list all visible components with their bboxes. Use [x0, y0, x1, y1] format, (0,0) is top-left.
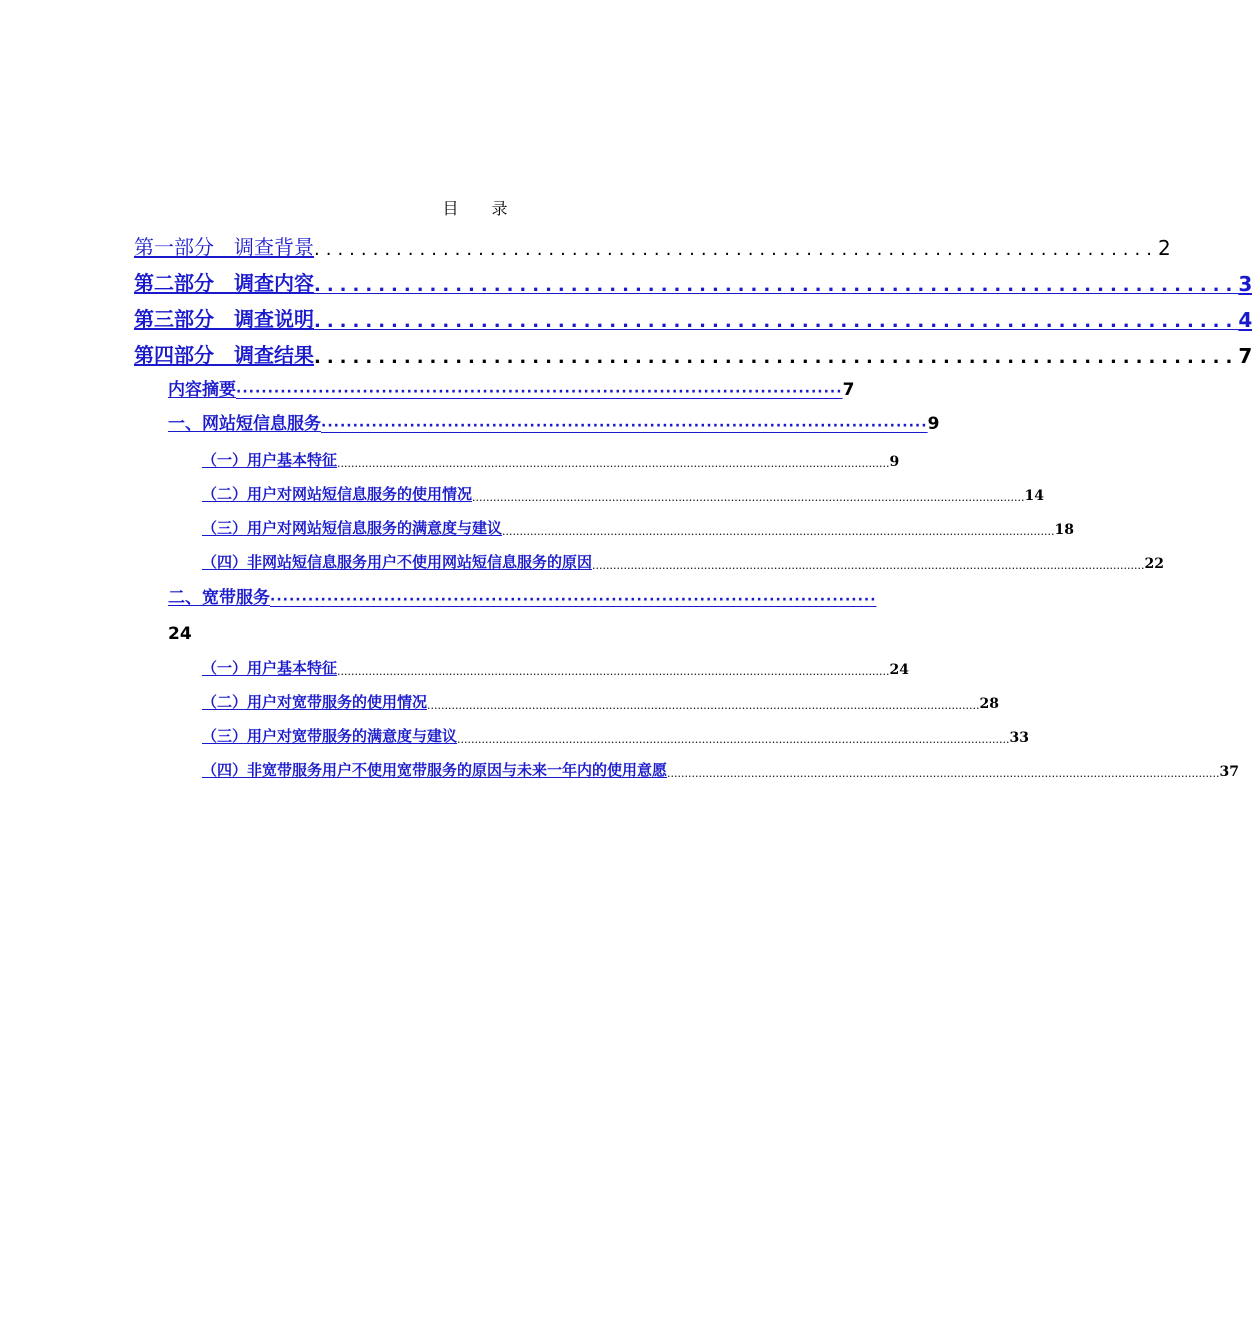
toc-page-number: 37: [1219, 764, 1239, 780]
toc-entry-label[interactable]: （一）用户基本特征: [202, 451, 338, 469]
toc-leader-dots: ..............................................................................................................................................................: [337, 457, 890, 470]
toc-leader-dots: ································································································: [270, 592, 877, 608]
toc-entry-sms-1[interactable]: [202, 450, 900, 470]
toc-page-number: 2: [1157, 236, 1171, 260]
toc-entry-label[interactable]: （三）用户对网站短信息服务的满意度与建议: [202, 519, 503, 537]
toc-entry-label[interactable]: （四）非网站短信息服务用户不使用网站短信息服务的原因: [202, 553, 593, 571]
toc-entry-label[interactable]: 第一部分 调查背景: [134, 235, 314, 259]
toc-page-number: 14: [1024, 488, 1044, 504]
toc-page-number: 9: [927, 414, 940, 434]
toc-entry-label[interactable]: 第四部分 调查结果: [134, 343, 314, 367]
toc-leader-dots: ..............................................................................................................................................................: [667, 767, 1220, 780]
toc-entry-part-3[interactable]: [134, 304, 1252, 332]
toc-leader-dots: ..............................................................................................................................................................: [472, 491, 1025, 504]
toc-entry-label[interactable]: 第二部分 调查内容: [134, 271, 314, 295]
toc-entry-sms-3[interactable]: [202, 518, 1074, 538]
toc-leader-dots: ........................................................................: [314, 239, 1158, 260]
toc-leader-dots: ........................................................................: [314, 275, 1239, 296]
toc-entry-label[interactable]: 第三部分 调查说明: [134, 307, 314, 331]
toc-entry-label[interactable]: （一）用户基本特征: [202, 659, 338, 677]
toc-page-number: 18: [1054, 522, 1074, 538]
toc-leader-dots: ································································································: [321, 418, 928, 434]
toc-page-number: 28: [979, 696, 999, 712]
toc-leader-dots: ································································································: [236, 384, 843, 400]
toc-entry-broadband-4[interactable]: [202, 760, 1239, 780]
toc-entry-broadband-1[interactable]: [202, 658, 909, 678]
toc-entry-label[interactable]: 二、宽带服务: [168, 588, 270, 608]
toc-entry-label[interactable]: 一、网站短信息服务: [168, 414, 321, 434]
toc-page-number: 33: [1009, 730, 1029, 746]
toc-entry-sms-2[interactable]: [202, 484, 1044, 504]
toc-entry-part-4[interactable]: [134, 340, 1252, 368]
toc-entry-sms-4[interactable]: [202, 552, 1164, 572]
toc-page-number: 9: [889, 454, 900, 470]
toc-entry-broadband-service[interactable]: [168, 586, 877, 608]
toc-entry-part-2[interactable]: [134, 268, 1252, 296]
toc-leader-dots: ..............................................................................................................................................................: [337, 665, 890, 678]
toc-entry-label[interactable]: 内容摘要: [168, 380, 236, 400]
toc-leader-dots: ........................................................................: [314, 311, 1239, 332]
toc-page-number: 4: [1238, 308, 1252, 332]
toc-leader-dots: ..............................................................................................................................................................: [592, 559, 1145, 572]
toc-entry-sms-service[interactable]: [168, 412, 940, 434]
toc-page-number: 24: [168, 624, 192, 644]
toc-leader-dots: ........................................................................: [314, 347, 1239, 368]
toc-entry-label[interactable]: （二）用户对宽带服务的使用情况: [202, 693, 428, 711]
toc-entry-label[interactable]: （三）用户对宽带服务的满意度与建议: [202, 727, 458, 745]
toc-page-number: 22: [1144, 556, 1164, 572]
toc-page-number: 7: [842, 380, 855, 400]
toc-entry-summary[interactable]: [168, 378, 855, 400]
toc-leader-dots: ..............................................................................................................................................................: [457, 733, 1010, 746]
toc-page-number: 3: [1238, 272, 1252, 296]
toc-entry-label[interactable]: （二）用户对网站短信息服务的使用情况: [202, 485, 473, 503]
toc-page-number: 24: [889, 662, 909, 678]
toc-entry-broadband-2[interactable]: [202, 692, 999, 712]
toc-leader-dots: ..............................................................................................................................................................: [427, 699, 980, 712]
toc-page-number: 7: [1238, 344, 1252, 368]
page-title: 目 录: [442, 199, 522, 218]
toc-entry-broadband-3[interactable]: [202, 726, 1029, 746]
toc-entry-part-1[interactable]: [134, 232, 1171, 260]
toc-leader-dots: ..............................................................................................................................................................: [502, 525, 1055, 538]
toc-entry-label[interactable]: （四）非宽带服务用户不使用宽带服务的原因与未来一年内的使用意愿: [202, 761, 668, 779]
